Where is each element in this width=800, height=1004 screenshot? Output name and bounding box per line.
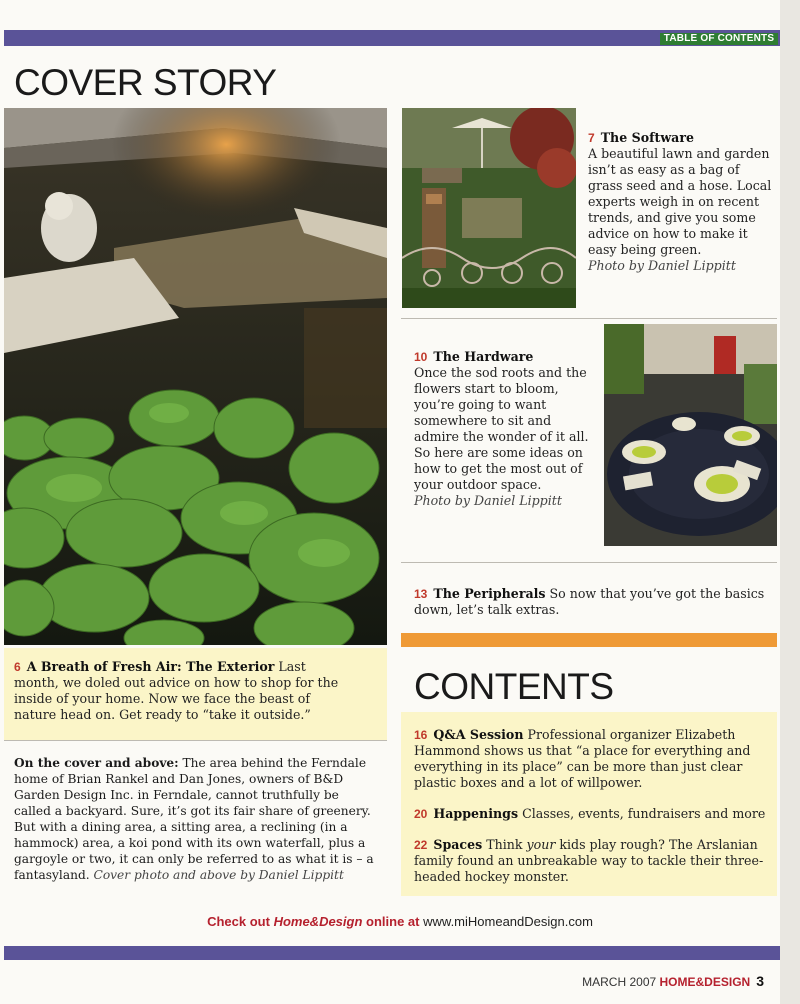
story-heading: The Hardware: [433, 349, 534, 364]
story-number: 6: [14, 660, 21, 674]
story-exterior: [14, 659, 354, 723]
divider: [4, 740, 387, 741]
photo-credit: Cover photo and above by Daniel Lippitt: [93, 868, 344, 882]
story-number: 10: [414, 350, 428, 364]
story-body: Last month, we doled out advice on how to shop for the inside of your home. Now we face the beast of nature head on. Get ready to “take it outside.”: [14, 659, 339, 722]
divider: [401, 318, 777, 319]
website-promo: [0, 914, 800, 929]
story-hardware: [414, 349, 594, 509]
contents-item: [414, 837, 766, 885]
contents-title: CONTENTS: [414, 666, 614, 707]
section-label: TABLE OF CONTENTS: [660, 33, 778, 45]
story-number: 22: [414, 838, 428, 852]
promo-mid: online at: [366, 914, 420, 929]
story-heading: Spaces: [433, 837, 483, 852]
cover-caption-heading: On the cover and above:: [14, 756, 179, 770]
story-body-lead: Think: [486, 837, 523, 852]
photo-credit: Photo by Daniel Lippitt: [414, 493, 562, 508]
story-body: Classes, events, fundraisers and more: [522, 806, 766, 821]
story-body-emphasis: your: [526, 837, 556, 852]
page-number: 3: [756, 973, 764, 989]
story-heading: The Peripherals: [433, 586, 546, 601]
contents-item: [414, 727, 766, 791]
story-number: 13: [414, 587, 428, 601]
story-heading: Q&A Session: [433, 727, 524, 742]
page-footer: [582, 973, 764, 989]
story-software: [588, 130, 772, 274]
story-body: Once the sod roots and the flowers start to bloom, you’re going to want somewhere to sit and admire the wonder of it all. So here are some ideas on how to get the most out of your outdoor space.: [414, 365, 589, 492]
photo-credit: Photo by Daniel Lippitt: [588, 258, 736, 273]
software-garden-photo: [402, 108, 576, 308]
footer-brand: HOME&DESIGN: [659, 975, 751, 989]
contents-item: [414, 806, 766, 822]
story-body: So now that you’ve got the basics down, let’s talk extras.: [414, 586, 765, 617]
footer-date: MARCH 2007: [582, 975, 657, 989]
story-peripherals: [414, 586, 770, 618]
orange-divider-bar: [401, 633, 777, 647]
story-body: Professional organizer Elizabeth Hammond shows us that “a place for everything and everything in its place” can be more than just clear plastic boxes and a lot of willpower.: [414, 727, 751, 790]
story-body: A beautiful lawn and garden isn’t as easy as a bag of grass seed and a hose. Local experts weigh in on recent trends, and give you some advice on how to make it easy being green.: [588, 146, 772, 257]
story-number: 16: [414, 728, 428, 742]
bottom-color-bar: [4, 946, 780, 960]
hardware-patio-photo: [604, 324, 777, 546]
cover-caption: [14, 755, 374, 883]
promo-brand: Home&Design: [273, 914, 363, 929]
story-number: 20: [414, 807, 428, 821]
story-heading: The Software: [600, 130, 694, 145]
story-body: kids play rough? The Arslanian family found an unbreakable way to tackle their three-headed hockey monster.: [414, 837, 764, 884]
cover-pond-photo: [4, 108, 387, 645]
story-heading: Happenings: [433, 806, 519, 821]
cover-story-title: COVER STORY: [14, 62, 277, 103]
story-number: 7: [588, 131, 595, 145]
cover-caption-body: The area behind the Ferndale home of Brian Rankel and Dan Jones, owners of B&D Garden Design Inc. in Ferndale, cannot truthfully be called a backyard. Sure, it’s got its fair share of greenery. But with a dining area, a sitting area, a reclining (in a hammock) area, a koi pond with its own waterfall, plus a gargoyle or two, it can only be referred to as what it is – a fantasyland.: [14, 756, 374, 882]
promo-lead: Check out: [207, 914, 270, 929]
divider: [401, 562, 777, 563]
promo-url[interactable]: www.miHomeandDesign.com: [423, 914, 593, 929]
page-edge: [780, 0, 800, 1004]
story-heading: A Breath of Fresh Air: The Exterior: [26, 659, 275, 674]
